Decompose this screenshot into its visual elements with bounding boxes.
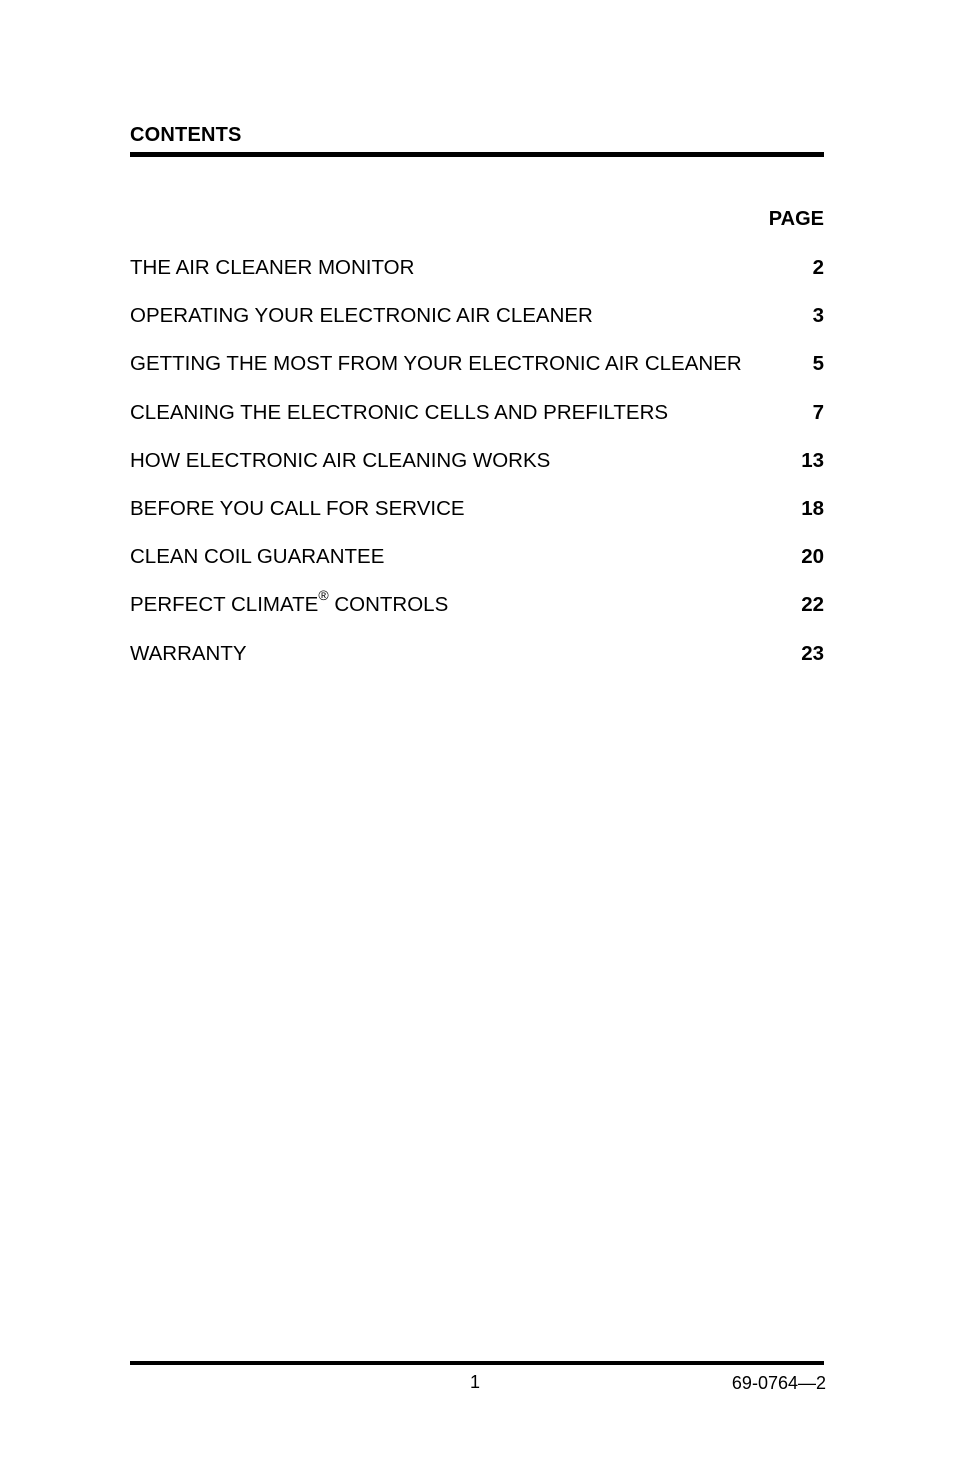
table-of-contents	[130, 256, 824, 690]
toc-entry-title-suffix: CONTROLS	[328, 593, 449, 617]
toc-entry[interactable]	[130, 497, 824, 545]
toc-entry[interactable]	[130, 401, 824, 449]
toc-entry-title: OPERATING YOUR ELECTRONIC AIR CLEANER	[130, 304, 593, 328]
toc-entry[interactable]	[130, 256, 824, 304]
toc-entry-title: THE AIR CLEANER MONITOR	[130, 256, 415, 279]
toc-entry-page: 2	[812, 256, 824, 279]
toc-entry-title: GETTING THE MOST FROM YOUR ELECTRONIC AIR CLEANER	[130, 352, 742, 376]
toc-entry[interactable]	[130, 304, 824, 352]
page-column-label: PAGE	[768, 208, 824, 230]
toc-entry[interactable]	[130, 642, 824, 690]
toc-entry-page: 13	[801, 448, 824, 472]
toc-entry-page: 3	[812, 304, 824, 328]
page-title: CONTENTS	[130, 124, 242, 146]
toc-entry[interactable]	[130, 587, 824, 641]
toc-entry-title: WARRANTY	[130, 641, 247, 665]
toc-entry-title: CLEAN COIL GUARANTEE	[130, 545, 385, 569]
toc-entry-page: 20	[801, 545, 824, 569]
toc-entry-title-main: PERFECT CLIMATE	[130, 593, 319, 617]
toc-entry-page: 22	[801, 593, 824, 617]
toc-entry-page: 18	[801, 496, 824, 520]
footer-document-number: 69-0764—2	[731, 1373, 826, 1393]
footer-page-number: 1	[470, 1372, 481, 1392]
toc-entry-page: 7	[812, 400, 824, 424]
toc-entry-title	[130, 587, 449, 617]
toc-entry-title: BEFORE YOU CALL FOR SERVICE	[130, 496, 465, 520]
toc-entry[interactable]	[130, 449, 824, 497]
toc-entry-page: 5	[812, 352, 824, 376]
header-divider	[130, 152, 824, 157]
toc-entry[interactable]	[130, 545, 824, 593]
toc-entry-page: 23	[801, 641, 824, 665]
registered-mark: ®	[318, 587, 329, 604]
toc-entry-title: HOW ELECTRONIC AIR CLEANING WORKS	[130, 448, 551, 472]
toc-entry[interactable]	[130, 352, 824, 400]
toc-entry-title: CLEANING THE ELECTRONIC CELLS AND PREFILTERS	[130, 400, 669, 424]
document-page	[130, 0, 824, 1475]
footer-divider	[130, 1361, 824, 1365]
